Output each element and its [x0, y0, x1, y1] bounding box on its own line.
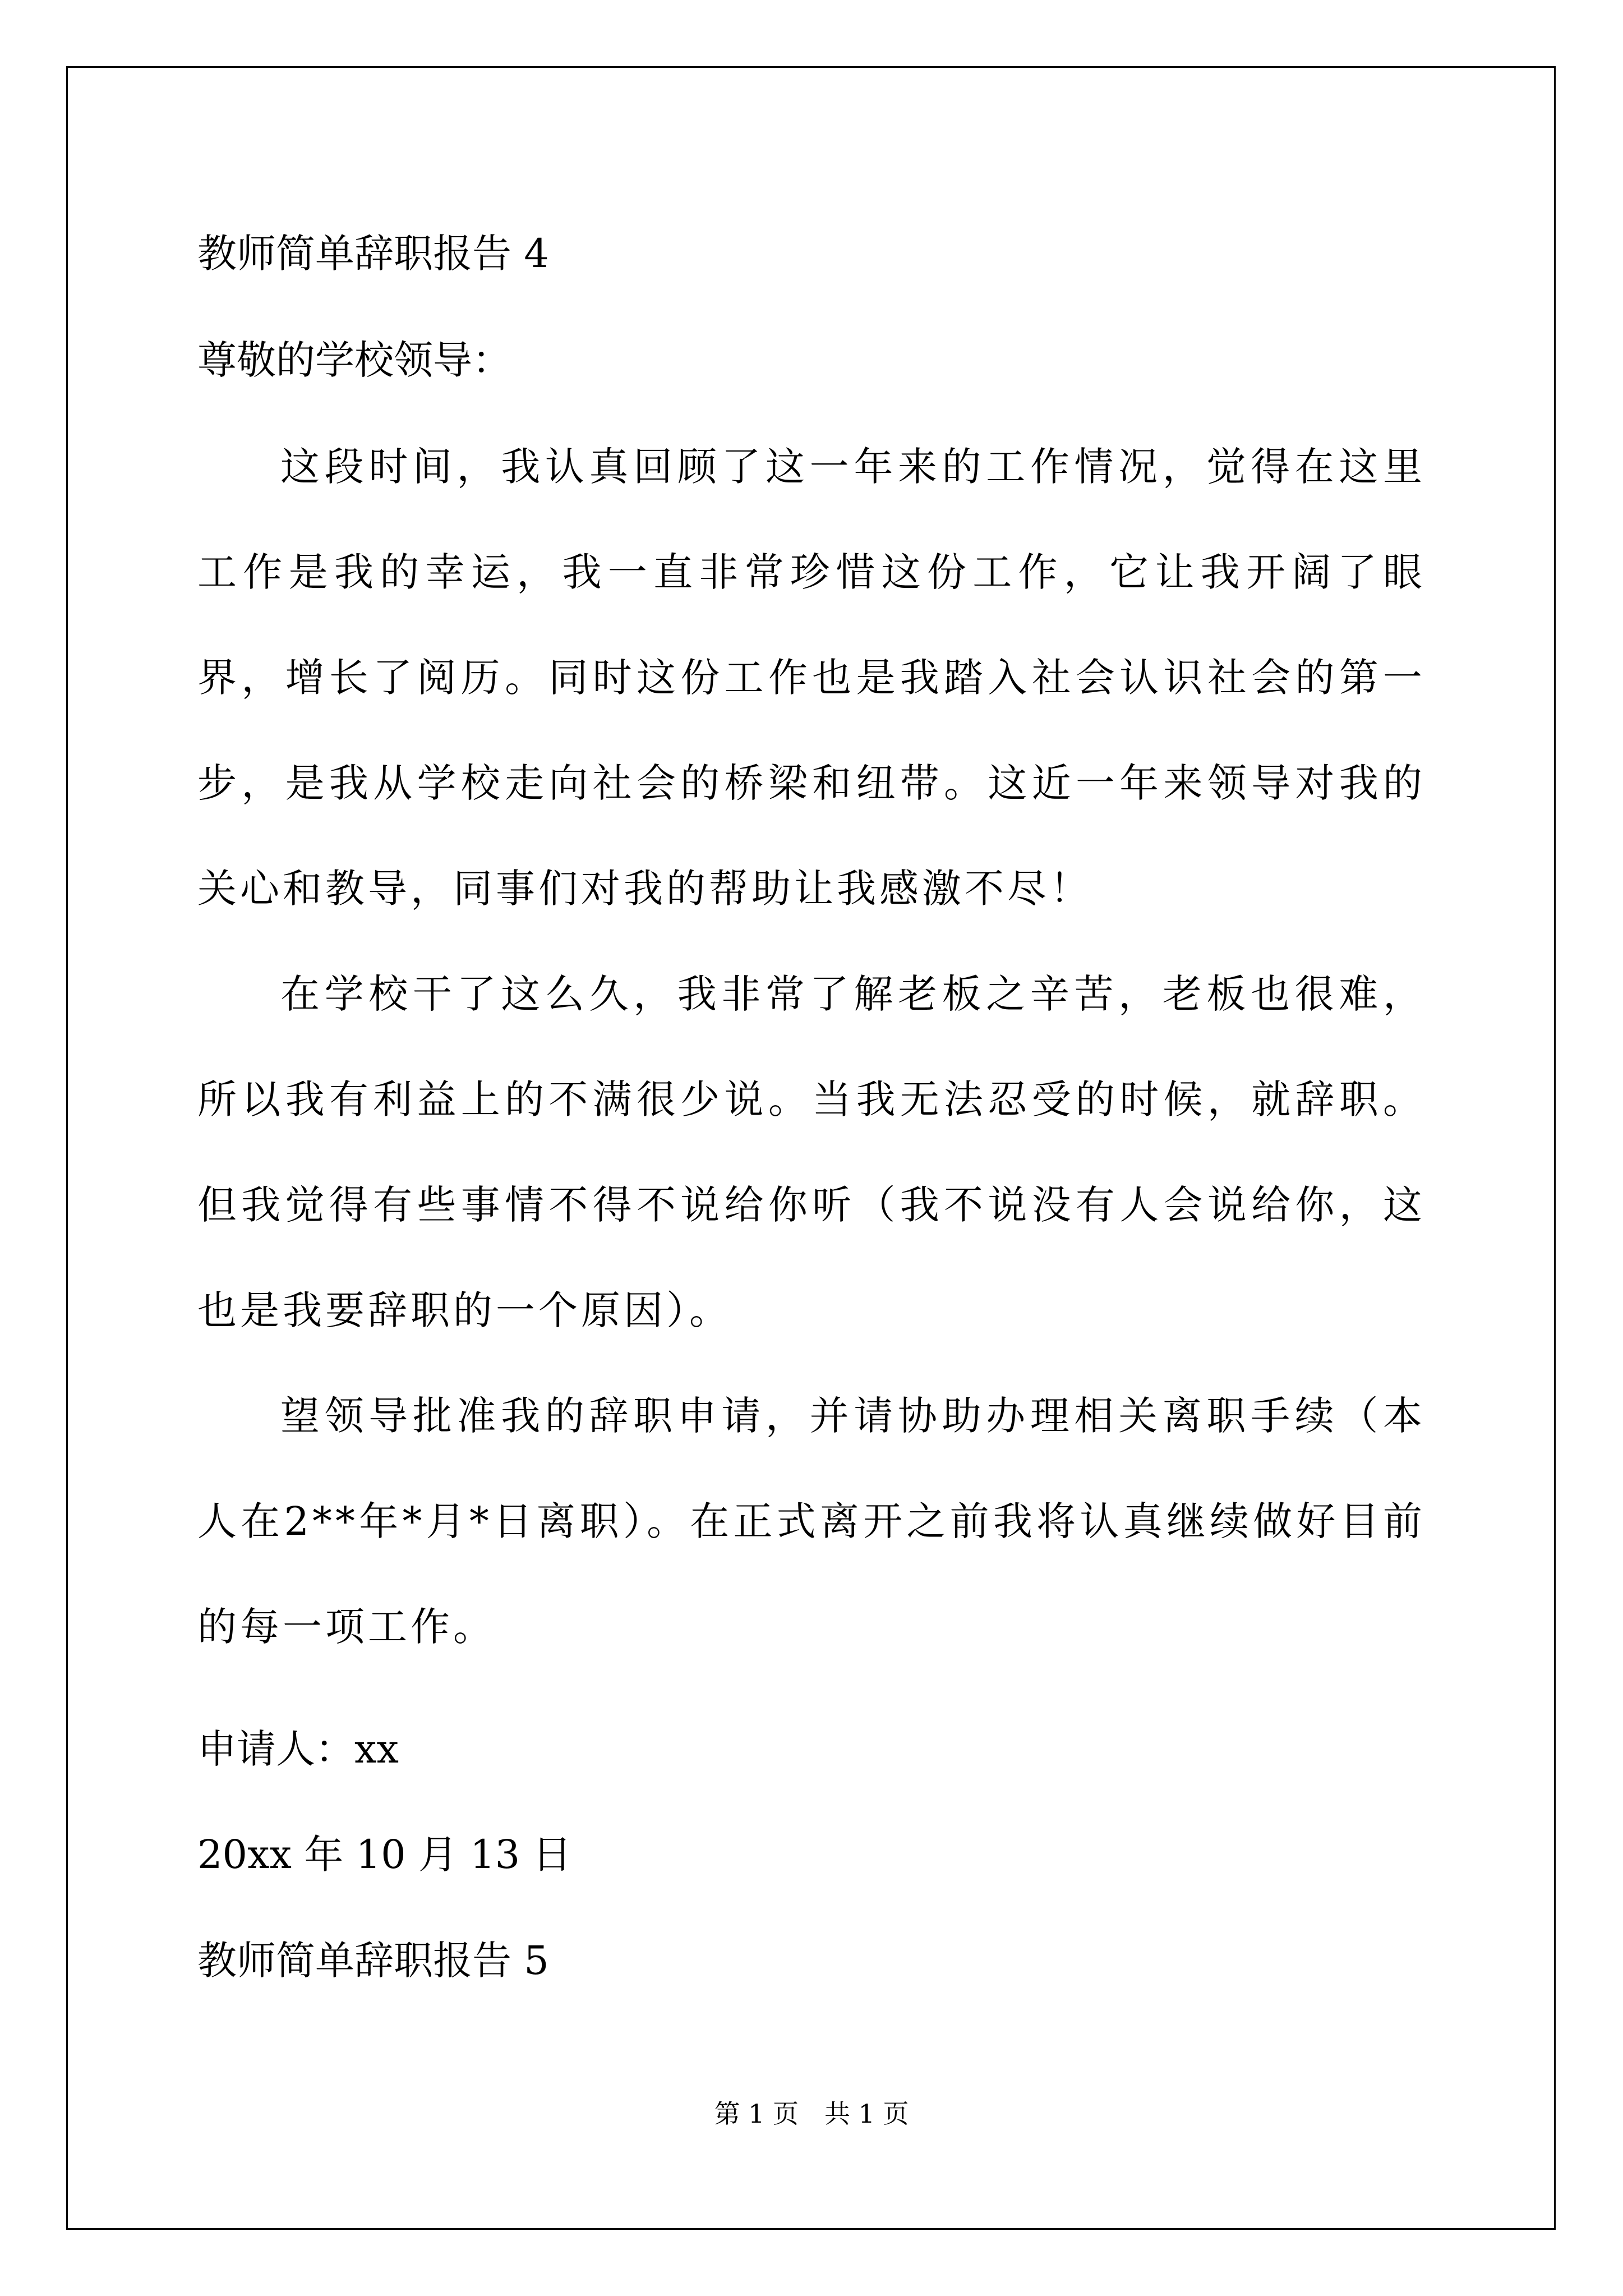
date-line: 20xx 年 10 月 13 日	[197, 1832, 572, 1878]
applicant-line: 申请人：xx	[197, 1726, 399, 1772]
page-footer: 第 1 页 共 1 页	[714, 2099, 909, 2129]
paragraph-3: 望领导批准我的辞职申请，并请协助办理相关离职手续（本人在2**年*月*日离职）。在正式离开之前我将认真继续做好目前的每一项工作。	[197, 1393, 1426, 1650]
next-heading: 教师简单辞职报告 5	[197, 1938, 549, 1984]
paragraph-1: 这段时间，我认真回顾了这一年来的工作情况，觉得在这里工作是我的幸运，我一直非常珍惜这份工作，它让我开阔了眼界，增长了阅历。同时这份工作也是我踏入社会认识社会的第一步，是我从学校走向社会的桥梁和纽带。这近一年来领导对我的关心和教导，同事们对我的帮助让我感激不尽！	[197, 444, 1426, 912]
document-heading: 教师简单辞职报告 4	[197, 231, 549, 277]
salutation: 尊敬的学校领导：	[197, 337, 511, 383]
paragraph-2: 在学校干了这么久，我非常了解老板之辛苦，老板也很难，所以我有利益上的不满很少说。当我无法忍受的时候，就辞职。但我觉得有些事情不得不说给你听（我不说没有人会说给你，这也是我要辞职的一个原因）。	[197, 971, 1426, 1333]
